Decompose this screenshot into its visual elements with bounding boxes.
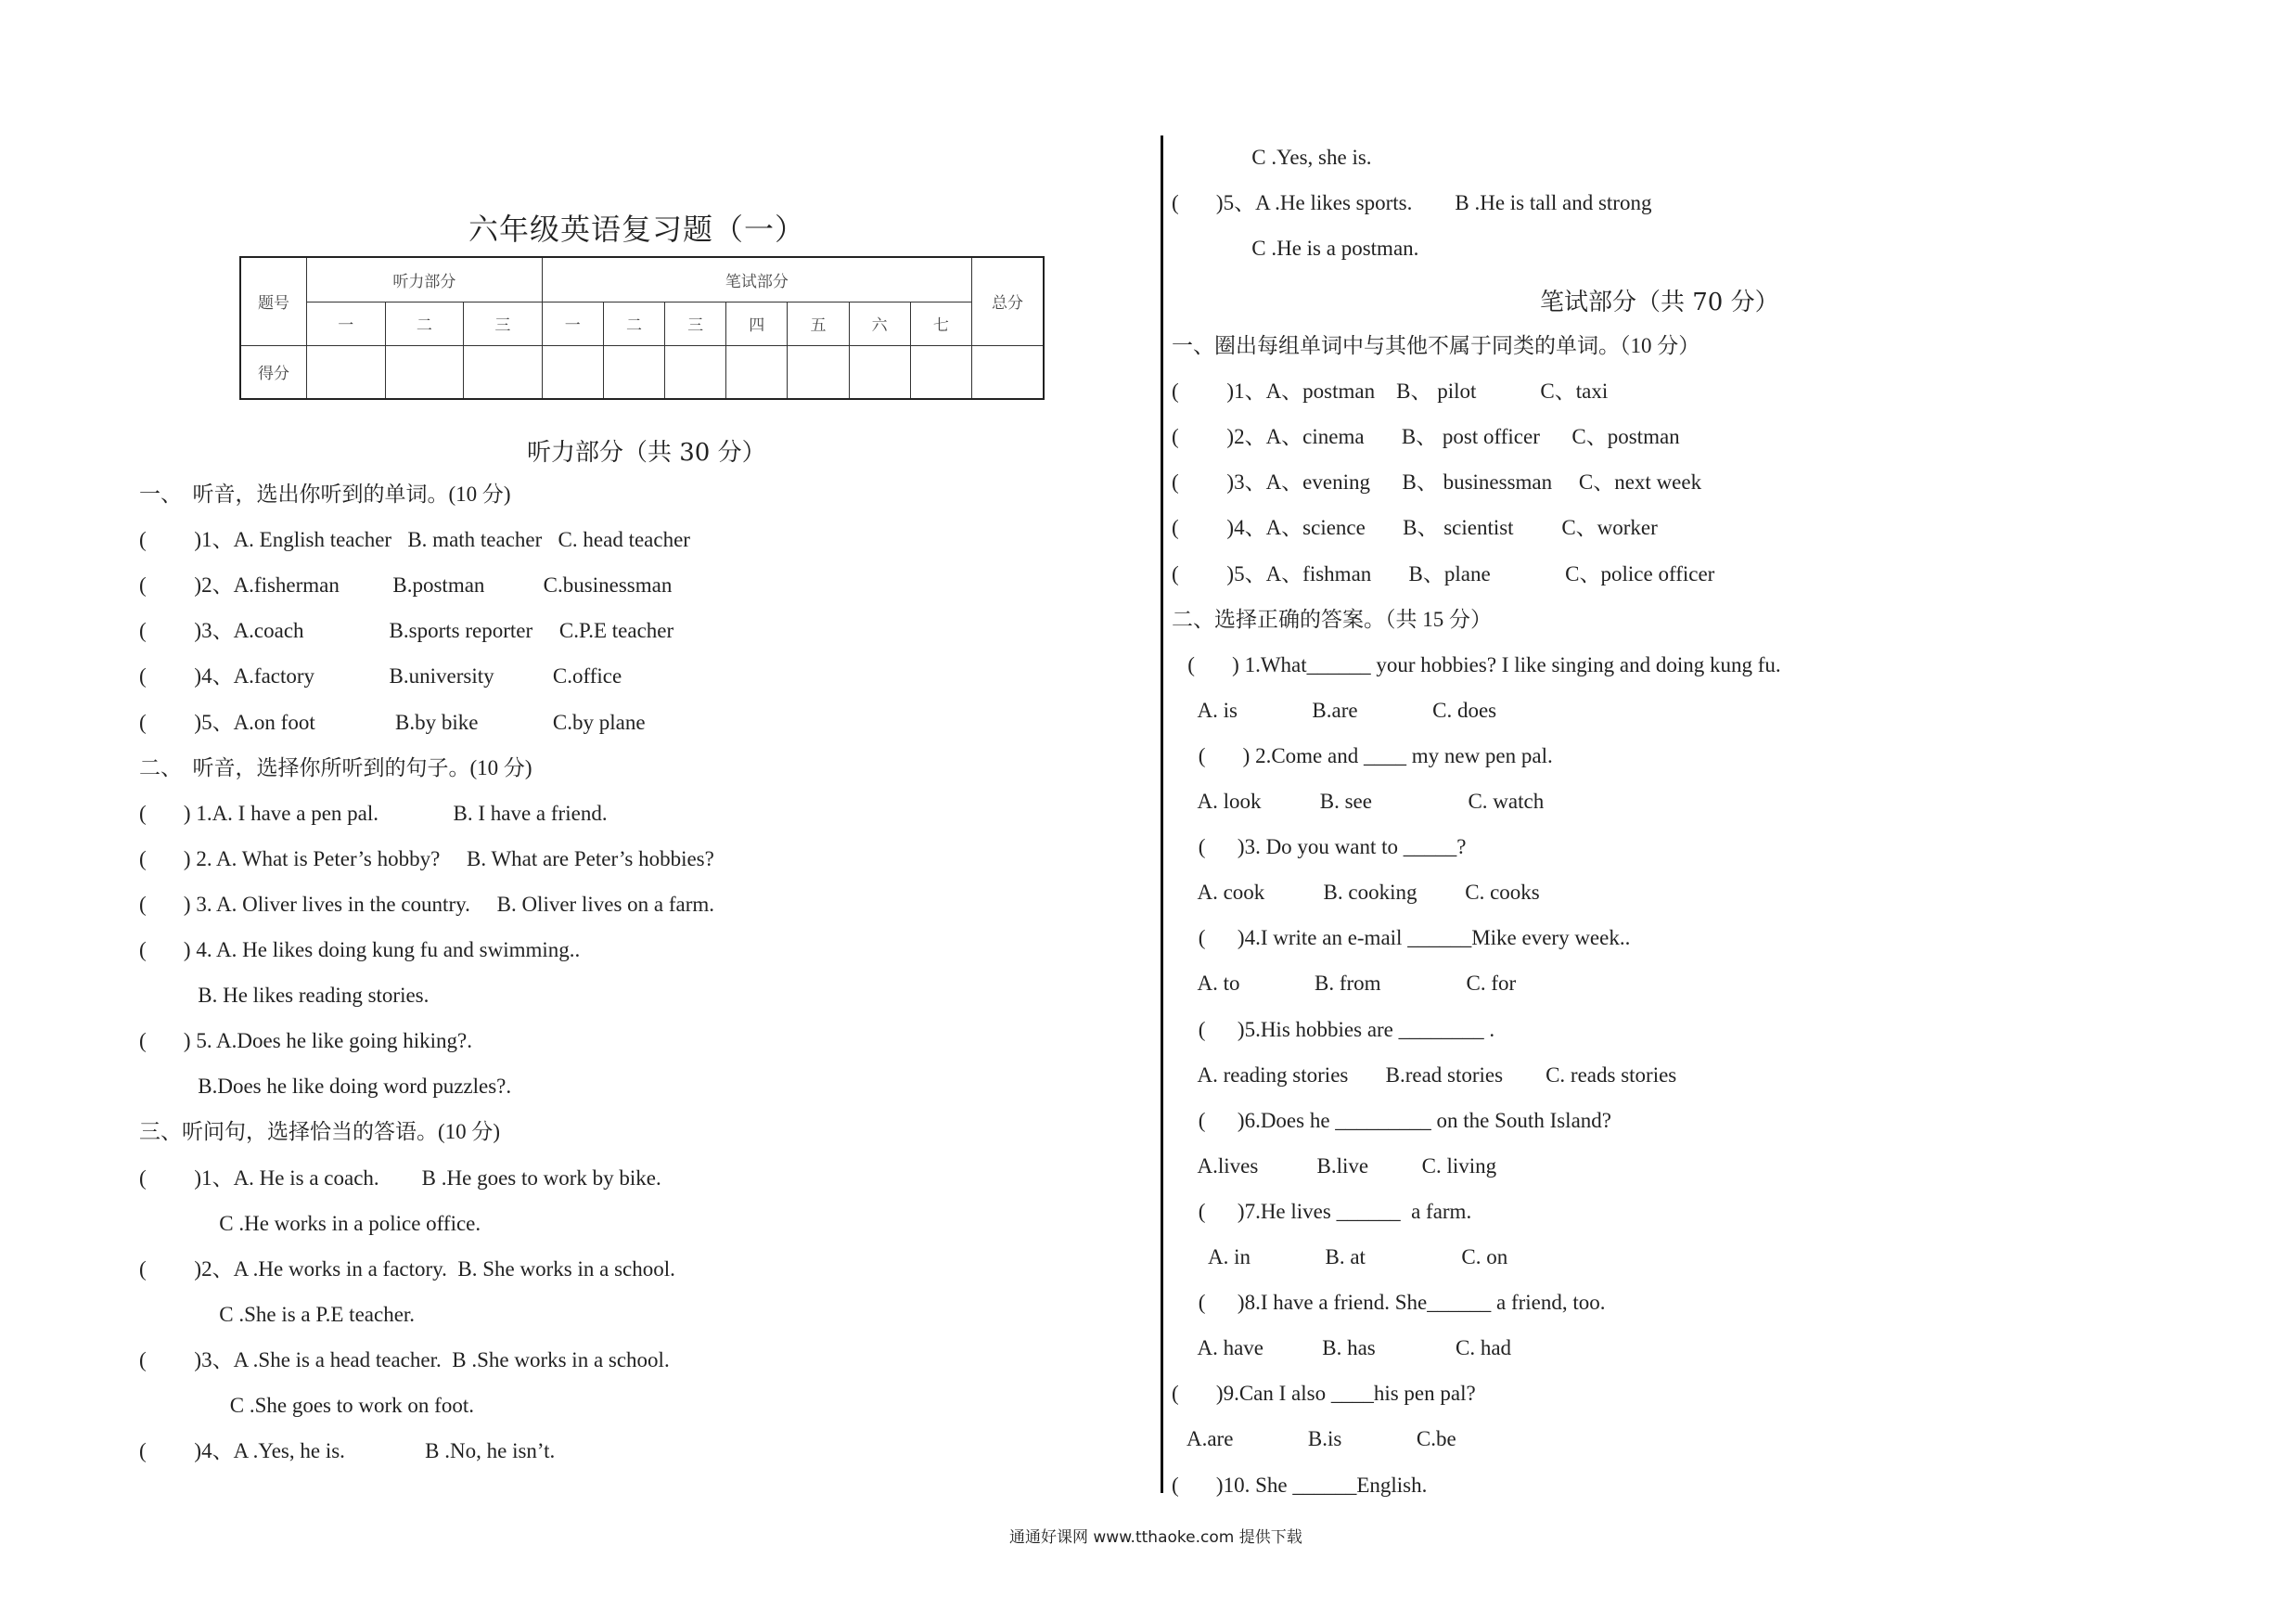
question-line: ( )2、A.fisherman B.postman C.businessman	[139, 573, 673, 598]
question-line: ( )4、A、science B、 scientist C、worker	[1172, 516, 1658, 540]
column-number: 三	[464, 302, 543, 345]
question-line: ( ) 3. A. Oliver lives in the country. B. Oliver lives on a farm.	[139, 892, 715, 916]
question-line: A. look B. see C. watch	[1172, 790, 1545, 813]
score-cell[interactable]	[307, 345, 386, 399]
question-line: ( )3. Do you want to _____?	[1172, 835, 1467, 859]
column-number: 二	[385, 302, 464, 345]
column-number: 四	[726, 302, 788, 345]
row-header: 题号	[240, 257, 307, 345]
question-line: 二、选择正确的答案。（共 15 分）	[1172, 607, 1492, 631]
question-line: ( )2、A、cinema B、 post officer C、postman	[1172, 425, 1680, 449]
question-line: A. reading stories B.read stories C. reads stories	[1172, 1062, 1677, 1087]
question-line: ( )4、A .Yes, he is. B .No, he isn’t.	[139, 1439, 556, 1463]
score-label: 得分	[240, 345, 307, 399]
question-line: ( )1、A. He is a coach. B .He goes to work by bike.	[139, 1165, 661, 1190]
column-divider	[1161, 135, 1163, 1493]
column-number: 五	[788, 302, 849, 345]
question-line: A.are B.is C.be	[1172, 1427, 1456, 1451]
score-cell[interactable]	[464, 345, 543, 399]
question-line: A. cook B. cooking C. cooks	[1172, 881, 1540, 905]
question-line: ( )1、A. English teacher B. math teacher C. head teacher	[139, 528, 690, 552]
listening-header: 听力部分	[307, 257, 543, 302]
question-line: ( )4、A.factory B.university C.office	[139, 664, 622, 689]
question-line: ( )8.I have a friend. She______ a friend, too.	[1172, 1291, 1606, 1315]
score-cell[interactable]	[665, 345, 726, 399]
question-line: ( ) 2.Come and ____ my new pen pal.	[1172, 743, 1553, 767]
question-line: 三、听问句，选择恰当的答语。(10 分)	[139, 1120, 501, 1144]
score-cell[interactable]	[726, 345, 788, 399]
question-line: ( )7.He lives ______ a farm.	[1172, 1199, 1472, 1223]
question-line: ( )6.Does he _________ on the South Island?	[1172, 1108, 1611, 1132]
section-title-writing: 笔试部分（共 70 分）	[1540, 289, 1779, 316]
question-line: ( ) 5. A.Does he like going hiking?.	[139, 1029, 473, 1053]
score-table	[239, 256, 1045, 400]
column-number: 一	[542, 302, 603, 345]
total-header: 总分	[972, 257, 1045, 345]
column-number: 七	[910, 302, 971, 345]
question-line: ( )1、A、postman B、 pilot C、taxi	[1172, 380, 1609, 404]
question-line: 一、圈出每组单词中与其他不属于同类的单词。（10 分）	[1172, 334, 1700, 357]
total-score-cell[interactable]	[972, 345, 1045, 399]
question-line: ( )3、A、evening B、 businessman C、next week	[1172, 470, 1702, 495]
column-number: 三	[665, 302, 726, 345]
question-line: C .Yes, she is.	[1172, 146, 1372, 169]
question-line: ( )5、A .He likes sports. B .He is tall and strong	[1172, 191, 1652, 214]
question-line: B.Does he like doing word puzzles?.	[139, 1075, 512, 1099]
question-line: B. He likes reading stories.	[139, 984, 430, 1008]
question-line: A. in B. at C. on	[1172, 1245, 1508, 1268]
question-line: 二、 听音，选择你所听到的句子。(10 分)	[139, 755, 532, 779]
question-line: ( )10. She ______English.	[1172, 1473, 1428, 1497]
question-line: ( )9.Can I also ____his pen pal?	[1172, 1382, 1476, 1406]
section-title-listening: 听力部分（共 30 分）	[527, 439, 766, 467]
question-line: ( )2、A .He works in a factory. B. She works in a school.	[139, 1256, 675, 1281]
question-line: ( ) 4. A. He likes doing kung fu and swimming..	[139, 938, 581, 961]
question-line: A. have B. has C. had	[1172, 1336, 1512, 1360]
question-line: ( )3、A .She is a head teacher. B .She works in a school.	[139, 1347, 670, 1371]
column-number: 一	[307, 302, 386, 345]
question-line: ( ) 1.A. I have a pen pal. B. I have a friend.	[139, 801, 608, 825]
question-line: A. is B.are C. does	[1172, 698, 1497, 722]
page-title: 六年级英语复习题（一）	[468, 212, 806, 247]
question-line: ( )4.I write an e-mail ______Mike every week..	[1172, 926, 1631, 950]
question-line: C .She goes to work on foot.	[139, 1394, 474, 1417]
question-line: C .He is a postman.	[1172, 237, 1419, 260]
question-line: ( ) 1.What______ your hobbies? I like singing and doing kung fu.	[1172, 652, 1781, 676]
score-cell[interactable]	[788, 345, 849, 399]
score-cell[interactable]	[910, 345, 971, 399]
score-cell[interactable]	[603, 345, 664, 399]
column-number: 二	[603, 302, 664, 345]
writing-header: 笔试部分	[542, 257, 971, 302]
question-line: 一、 听音，选出你听到的单词。(10 分)	[139, 483, 511, 506]
column-number: 六	[849, 302, 910, 345]
question-line: ( )5、A、fishman B、plane C、police officer	[1172, 561, 1715, 586]
question-line: ( )5、A.on foot B.by bike C.by plane	[139, 710, 646, 734]
score-cell[interactable]	[385, 345, 464, 399]
score-cell[interactable]	[542, 345, 603, 399]
question-line: A. to B. from C. for	[1172, 972, 1517, 996]
footer-credit: 通通好课网 www.tthaoke.com 提供下载	[1009, 1528, 1302, 1547]
question-line: C .He works in a police office.	[139, 1211, 481, 1235]
question-line: ( ) 2. A. What is Peter’s hobby? B. What are Peter’s hobbies?	[139, 846, 714, 870]
score-cell[interactable]	[849, 345, 910, 399]
question-line: C .She is a P.E teacher.	[139, 1302, 416, 1326]
question-line: A.lives B.live C. living	[1172, 1153, 1497, 1178]
question-line: ( )5.His hobbies are ________ .	[1172, 1017, 1495, 1041]
question-line: ( )3、A.coach B.sports reporter C.P.E teacher	[139, 619, 674, 643]
